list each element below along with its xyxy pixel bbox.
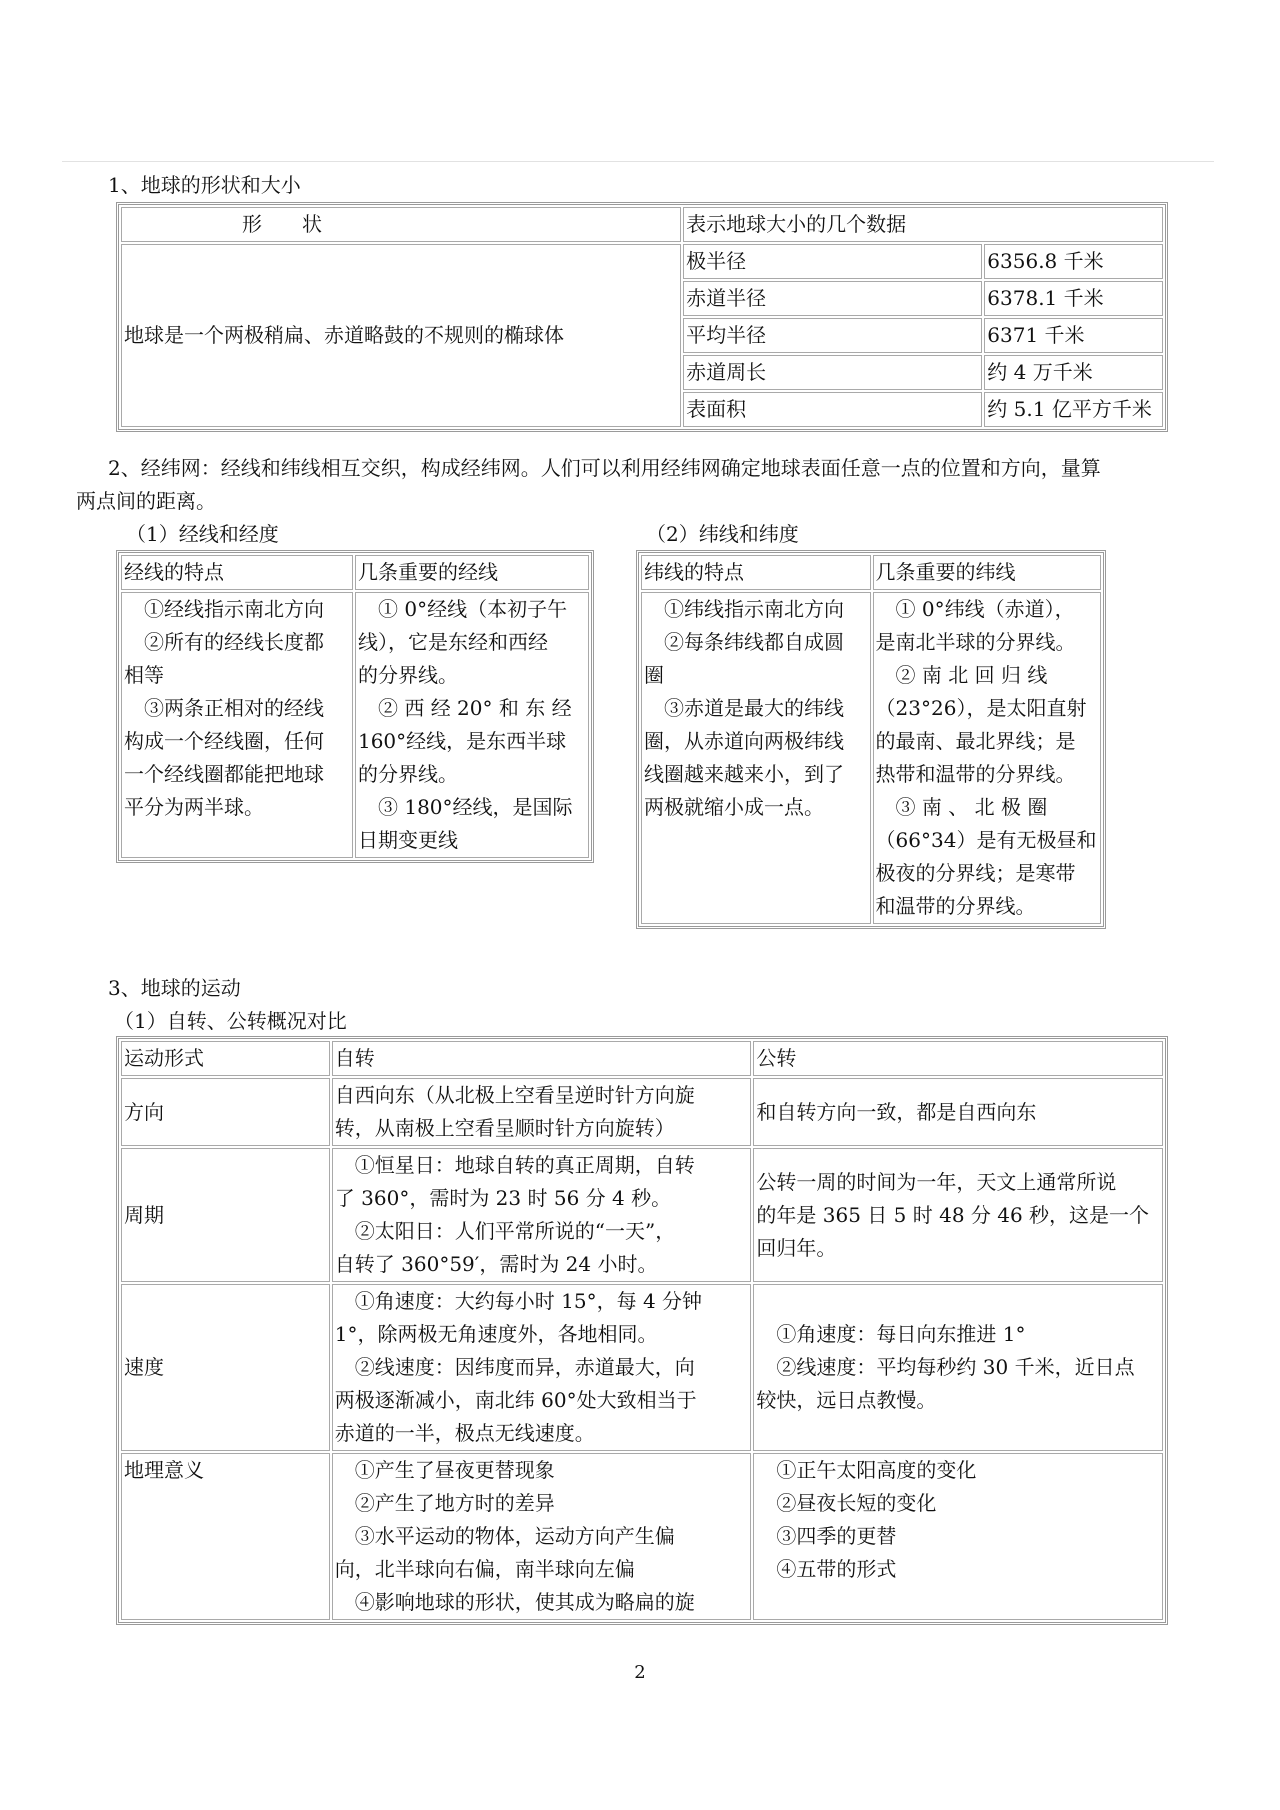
significance-revolution bbox=[753, 1453, 1163, 1620]
table-row bbox=[641, 592, 1101, 924]
text-line: ②昼夜长短的变化 bbox=[756, 1491, 937, 1515]
text-line: ③赤道是最大的纬线 bbox=[644, 696, 844, 720]
period-label: 周期 bbox=[121, 1148, 330, 1282]
table-row bbox=[121, 207, 1163, 242]
header-rotation: 自转 bbox=[332, 1041, 752, 1076]
text-line: 的最南、最北界线；是 bbox=[875, 729, 1076, 753]
text-line: ③ 180°经线，是国际 bbox=[357, 795, 573, 819]
section2-paragraph bbox=[76, 452, 1216, 518]
speed-rotation bbox=[332, 1284, 752, 1451]
parallel-header-important: 几条重要的纬线 bbox=[873, 555, 1101, 590]
row-label: 表面积 bbox=[683, 392, 982, 427]
paragraph-line: 两点间的距离。 bbox=[76, 489, 216, 513]
table-row bbox=[121, 555, 589, 590]
text-line: 构成一个经线圈，任何 bbox=[124, 729, 324, 753]
text-line: 的分界线。 bbox=[357, 762, 458, 786]
text-line: 较快，远日点教慢。 bbox=[756, 1388, 937, 1412]
text-line: 和温带的分界线。 bbox=[875, 894, 1036, 918]
text-line: 圈，从赤道向两极纬线 bbox=[644, 729, 844, 753]
text-line: 极夜的分界线；是寒带 bbox=[875, 861, 1076, 885]
text-line: 圈 bbox=[644, 663, 664, 687]
text-line: 公转一周的时间为一年，天文上通常所说 bbox=[756, 1169, 1117, 1194]
text-line: 的年是 365 日 5 时 48 分 46 秒，这是一个 bbox=[756, 1202, 1150, 1227]
meridian-important-cell bbox=[355, 592, 589, 858]
header-size-data: 表示地球大小的几个数据 bbox=[683, 207, 1163, 242]
text-line: ②每条纬线都自成圆 bbox=[644, 630, 844, 654]
text-line: 自西向东（从北极上空看呈逆时针方向旋 bbox=[334, 1083, 695, 1107]
text-line: ③四季的更替 bbox=[756, 1524, 897, 1548]
direction-label: 方向 bbox=[121, 1078, 330, 1146]
text-line: 两极就缩小成一点。 bbox=[644, 795, 824, 819]
text-line: ① 0°纬线（赤道）， bbox=[875, 597, 1075, 621]
text-line: 1°，除两极无角速度外，各地相同。 bbox=[334, 1322, 658, 1346]
parallel-table bbox=[636, 550, 1106, 929]
text-line: 160°经线，是东西半球 bbox=[357, 729, 567, 753]
text-line: ①正午太阳高度的变化 bbox=[756, 1458, 977, 1482]
text-line: ①经线指示南北方向 bbox=[124, 597, 324, 621]
meridian-table bbox=[116, 550, 594, 863]
table-row bbox=[121, 1078, 1163, 1146]
page-number: 2 bbox=[634, 1662, 646, 1683]
direction-rotation bbox=[332, 1078, 752, 1146]
row-value: 约 5.1 亿平方千米 bbox=[984, 392, 1163, 427]
header-motion-form: 运动形式 bbox=[121, 1041, 330, 1076]
text-line: 和自转方向一致，都是自西向东 bbox=[756, 1099, 1037, 1124]
meridian-header-important: 几条重要的经线 bbox=[355, 555, 589, 590]
meridian-features-cell bbox=[121, 592, 353, 858]
motion-comparison-table bbox=[116, 1036, 1168, 1625]
significance-rotation bbox=[332, 1453, 752, 1620]
period-revolution bbox=[753, 1148, 1163, 1282]
text-line: 向，北半球向右偏，南半球向左偏 bbox=[334, 1557, 635, 1581]
period-rotation bbox=[332, 1148, 752, 1282]
text-line: ②线速度：平均每秒约 30 千米，近日点 bbox=[756, 1355, 1135, 1379]
row-label: 赤道周长 bbox=[683, 355, 982, 390]
text-line: ③水平运动的物体，运动方向产生偏 bbox=[334, 1524, 675, 1548]
text-line: ②产生了地方时的差异 bbox=[334, 1491, 555, 1515]
parallel-features-cell bbox=[641, 592, 871, 924]
row-label: 极半径 bbox=[683, 244, 982, 279]
text-line: 线圈越来越来小，到了 bbox=[644, 762, 844, 786]
text-line: 平分为两半球。 bbox=[124, 795, 264, 819]
section3-title: 3、地球的运动 bbox=[108, 976, 241, 1000]
text-line: 相等 bbox=[124, 663, 164, 687]
text-line: ①角速度：大约每小时 15°，每 4 分钟 bbox=[334, 1289, 703, 1313]
text-line: 自转了 360°59′，需时为 24 小时。 bbox=[334, 1252, 658, 1276]
row-value: 6378.1 千米 bbox=[984, 281, 1163, 316]
text-line: ②所有的经线长度都 bbox=[124, 630, 324, 654]
text-line: ③ 南 、 北 极 圈 bbox=[875, 795, 1048, 819]
table-row bbox=[121, 592, 589, 858]
text-line: ② 西 经 20° 和 东 经 bbox=[357, 696, 572, 720]
text-line: 两极逐渐减小，南北纬 60°处大致相当于 bbox=[334, 1388, 697, 1412]
text-line: 回归年。 bbox=[756, 1235, 837, 1260]
text-line: ③两条正相对的经线 bbox=[124, 696, 324, 720]
table-row bbox=[121, 1453, 1163, 1620]
row-label: 平均半径 bbox=[683, 318, 982, 353]
meridian-header-features: 经线的特点 bbox=[121, 555, 353, 590]
text-line: 线），它是东经和西经 bbox=[357, 630, 548, 654]
text-line: 热带和温带的分界线。 bbox=[875, 762, 1076, 786]
text-line: 是南北半球的分界线。 bbox=[875, 630, 1076, 654]
row-value: 6356.8 千米 bbox=[984, 244, 1163, 279]
text-line: ①纬线指示南北方向 bbox=[644, 597, 844, 621]
table-row bbox=[121, 244, 1163, 279]
parallel-header-features: 纬线的特点 bbox=[641, 555, 871, 590]
significance-label: 地理意义 bbox=[121, 1453, 330, 1620]
text-line: ①产生了昼夜更替现象 bbox=[334, 1458, 555, 1482]
table-row bbox=[121, 1284, 1163, 1451]
shape-description: 地球是一个两极稍扁、赤道略鼓的不规则的椭球体 bbox=[121, 244, 681, 427]
parallel-title: （2）纬线和纬度 bbox=[646, 522, 799, 546]
row-value: 约 4 万千米 bbox=[984, 355, 1163, 390]
text-line: 赤道的一半，极点无线速度。 bbox=[334, 1421, 595, 1445]
text-line: ②太阳日：人们平常所说的“一天”， bbox=[334, 1219, 676, 1243]
parallel-important-cell bbox=[873, 592, 1101, 924]
text-line: 一个经线圈都能把地球 bbox=[124, 762, 324, 786]
section3-subtitle: （1）自转、公转概况对比 bbox=[114, 1009, 347, 1033]
paragraph-line: 2、经纬网：经线和纬线相互交织，构成经纬网。人们可以利用经纬网确定地球表面任意一点的位置和方向，量算 bbox=[108, 456, 1101, 480]
text-line: ①角速度：每日向东推进 1° bbox=[756, 1322, 1026, 1346]
header-shape: 形 状 bbox=[121, 207, 681, 242]
speed-revolution bbox=[753, 1284, 1163, 1451]
text-line: （66°34）是有无极昼和 bbox=[875, 828, 1097, 852]
table-row bbox=[121, 1148, 1163, 1282]
text-line: ②线速度：因纬度而异，赤道最大，向 bbox=[334, 1355, 695, 1379]
table-row bbox=[121, 1041, 1163, 1076]
text-line: 了 360°，需时为 23 时 56 分 4 秒。 bbox=[334, 1186, 672, 1210]
direction-revolution bbox=[753, 1078, 1163, 1146]
text-line: ①恒星日：地球自转的真正周期，自转 bbox=[334, 1153, 695, 1177]
section1-title: 1、地球的形状和大小 bbox=[108, 173, 301, 197]
text-line: ④五带的形式 bbox=[756, 1557, 897, 1581]
text-line: ① 0°经线（本初子午 bbox=[357, 597, 568, 621]
text-line: ④影响地球的形状，使其成为略扁的旋 bbox=[334, 1590, 695, 1614]
row-value: 6371 千米 bbox=[984, 318, 1163, 353]
top-divider bbox=[62, 161, 1214, 162]
earth-size-table bbox=[116, 202, 1168, 432]
text-line: （23°26），是太阳直射 bbox=[875, 696, 1087, 720]
text-line: 转，从南极上空看呈顺时针方向旋转） bbox=[334, 1116, 675, 1140]
text-line: 的分界线。 bbox=[357, 663, 458, 687]
table-row bbox=[641, 555, 1101, 590]
header-revolution: 公转 bbox=[753, 1041, 1163, 1076]
text-line: 日期变更线 bbox=[357, 828, 458, 852]
text-line: ② 南 北 回 归 线 bbox=[875, 663, 1048, 687]
row-label: 赤道半径 bbox=[683, 281, 982, 316]
speed-label: 速度 bbox=[121, 1284, 330, 1451]
meridian-title: （1）经线和经度 bbox=[126, 522, 279, 546]
